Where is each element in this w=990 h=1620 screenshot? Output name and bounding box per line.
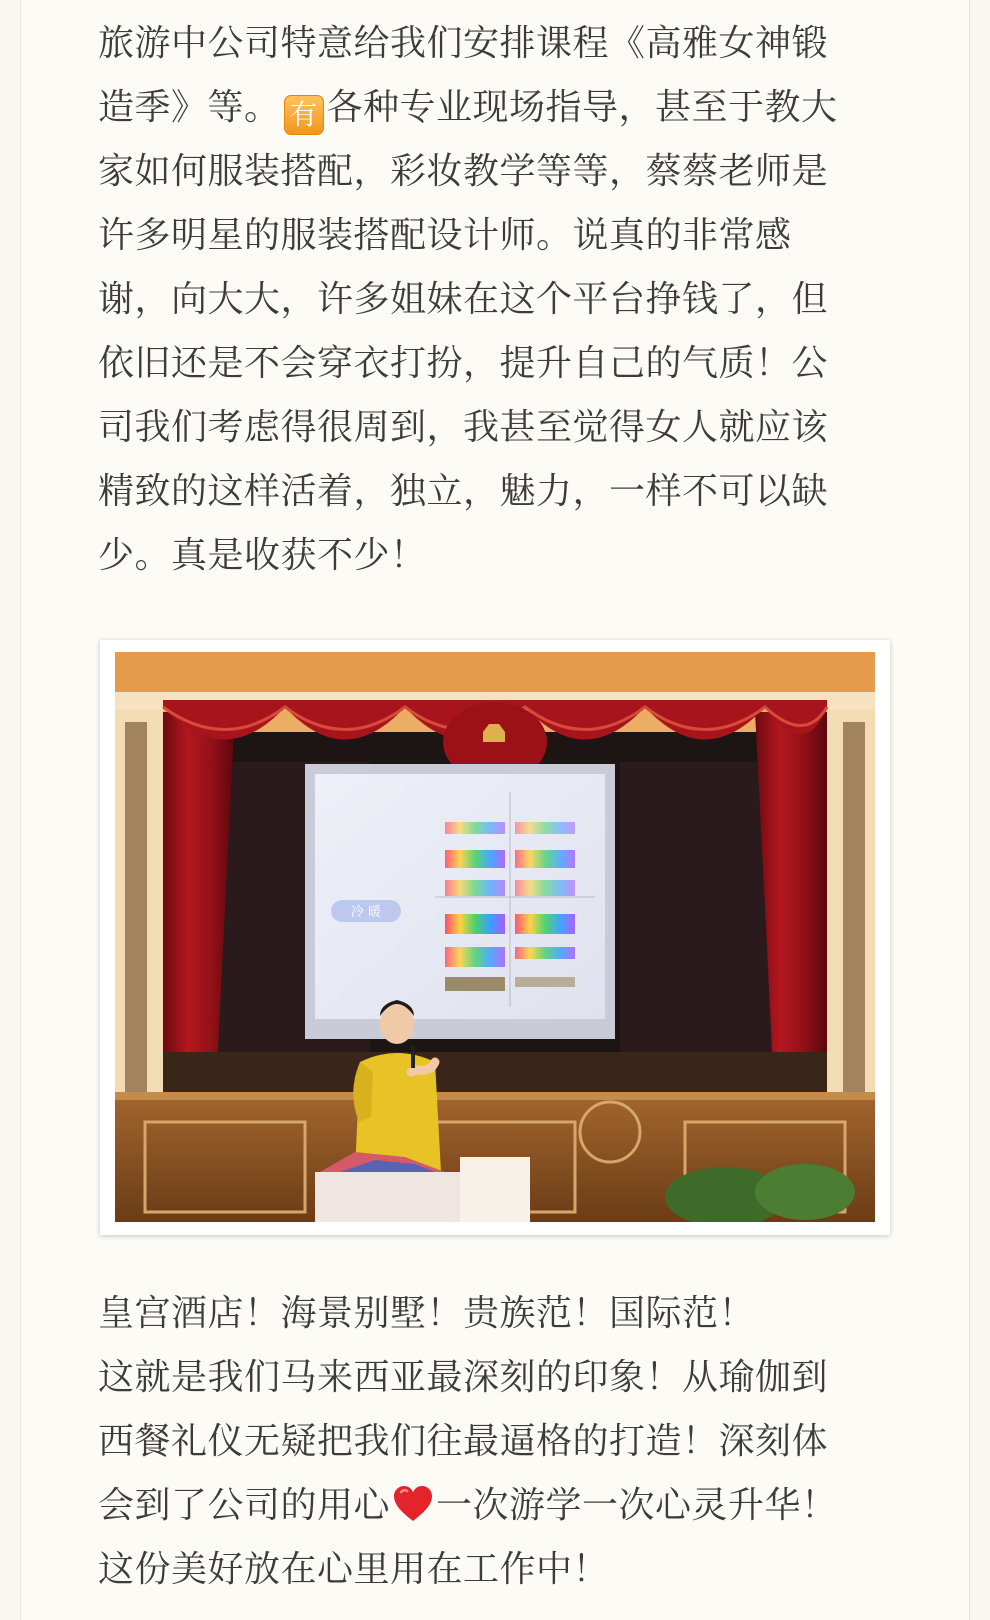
text-line: 少。真是收获不少！	[98, 535, 427, 576]
text-line: 这就是我们马来西亚最深刻的印象！从瑜伽到	[98, 1357, 829, 1398]
text-line: 家如何服装搭配，彩妆教学等等，蔡蔡老师是	[98, 151, 829, 192]
text-line-with-emoji	[98, 76, 908, 140]
text-line-with-emoji	[98, 1474, 908, 1538]
article-paragraph-2	[98, 1282, 908, 1602]
text-segment: 会到了公司的用心	[98, 1485, 391, 1526]
text-line: 谢，向大大，许多姐妹在这个平台挣钱了，但	[98, 279, 829, 320]
photo-illustration	[115, 652, 875, 1222]
text-line: 许多明星的服装搭配设计师。说真的非常感	[98, 215, 792, 256]
text-line: 依旧还是不会穿衣打扮，提升自己的气质！公	[98, 343, 829, 384]
text-line: 皇宫酒店！海景别墅！贵族范！国际范！	[98, 1293, 756, 1334]
photo-frame[interactable]	[100, 640, 890, 1235]
heart-icon	[392, 1484, 434, 1524]
text-line: 西餐礼仪无疑把我们往最逼格的打造！深刻体	[98, 1421, 829, 1462]
text-segment: 各种专业现场指导，甚至于教大	[326, 87, 838, 128]
article-paragraph-1	[98, 12, 908, 588]
text-line: 这份美好放在心里用在工作中！	[98, 1549, 610, 1590]
article-page	[20, 0, 970, 1620]
text-line: 司我们考虑得很周到，我甚至觉得女人就应该	[98, 407, 829, 448]
text-segment: 一次游学一次心灵升华！	[436, 1485, 838, 1526]
slide-button-label: 冷 暖	[350, 905, 382, 920]
text-line: 旅游中公司特意给我们安排课程《高雅女神锻	[98, 23, 829, 64]
text-line: 精致的这样活着，独立，魅力，一样不可以缺	[98, 471, 829, 512]
emoji-you-icon: 有	[284, 95, 324, 135]
text-segment: 造季》等。	[98, 87, 281, 128]
stage-lecture-photo[interactable]	[115, 652, 875, 1222]
